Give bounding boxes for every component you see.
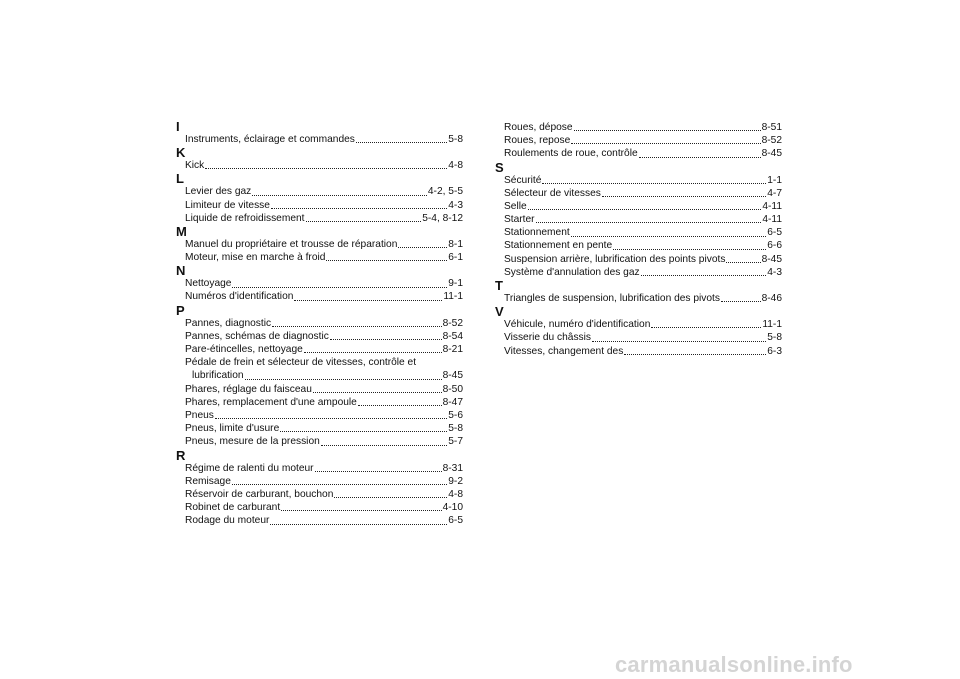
index-letter-heading: V [495,304,504,320]
index-entry-label: Instruments, éclairage et commandes [185,133,355,145]
index-entry-page: 8-47 [442,396,463,408]
index-entry-label: Stationnement [504,227,570,239]
dot-leader [721,301,761,302]
index-letter-heading: N [176,263,186,279]
dot-leader [205,168,447,169]
index-entry-label: Robinet de carburant [185,502,281,514]
index-entry [495,187,782,200]
index-letter-heading: L [176,171,184,187]
dot-leader [726,262,760,263]
index-entry-page: 5-7 [448,436,463,448]
index-entry-page: 5-6 [448,409,463,421]
index-entry [176,501,463,514]
index-entry [176,462,463,475]
index-entry-label: Régime de ralenti du moteur [185,462,314,474]
index-entry-label: Pannes, schémas de diagnostic [185,330,329,342]
index-letter-heading: M [176,223,187,239]
index-entry-page: 4-3 [767,266,782,278]
index-entry [176,159,463,172]
index-entry-page: 11-1 [443,291,463,303]
dot-leader [321,445,447,446]
index-entry [495,134,782,147]
index-entry-label: Stationnement en pente [504,240,613,252]
index-entry-page: 4-11 [762,200,782,212]
index-entry-page: 6-5 [448,515,463,527]
index-letter-heading: S [495,159,504,175]
dot-leader [252,195,427,196]
index-entry-label: Phares, remplacement d'une ampoule [185,396,357,408]
dot-leader [215,418,447,419]
index-entry-page: 4-7 [767,187,782,199]
dot-leader [272,326,442,327]
index-entry [176,199,463,212]
index-entry-page: 8-31 [442,462,463,474]
index-entry-label: Sécurité [504,174,542,186]
index-entry-page: 8-45 [761,148,782,160]
index-entry-label: Sélecteur de vitesses [504,187,601,199]
index-entry-page: 4-3 [448,199,463,211]
dot-leader [571,236,767,237]
index-entry-label: Pneus, limite d'usure [185,423,280,435]
dot-leader [358,405,442,406]
index-entry [176,488,463,501]
index-entry [176,369,463,382]
dot-leader [613,249,766,250]
dot-leader [270,524,447,525]
index-entry-label: Starter [504,214,535,226]
index-entry-page: 8-45 [442,370,463,382]
index-entry-label: Vitesses, changement des [504,345,624,357]
index-entry [176,396,463,409]
index-entry-label: Remisage [185,475,231,487]
index-entry-label: Nettoyage [185,278,232,290]
index-entry-label: Pneus, mesure de la pression [185,436,320,448]
index-entry-continuation: lubrification [192,370,244,382]
index-entry [495,226,782,239]
index-entry-label: Système d'annulation des gaz [504,266,640,278]
index-column-right [495,121,782,358]
index-letter-heading: R [176,447,186,463]
index-entry-label: Pneus [185,409,214,421]
index-entry-page: 6-1 [448,252,463,264]
dot-leader [330,339,442,340]
index-entry [495,174,782,187]
index-entry [495,147,782,160]
index-entry-label: Pédale de frein et sélecteur de vitesses, contrôle et [185,357,417,369]
index-entry [176,185,463,198]
index-entry [495,266,782,279]
dot-leader [294,300,442,301]
index-entry-page: 8-52 [442,317,463,329]
index-entry [495,331,782,344]
index-entry [176,514,463,527]
index-letter-heading: T [495,278,503,294]
index-entry-page: 4-11 [762,214,782,226]
index-entry-label: Roues, repose [504,135,571,147]
dot-leader [574,130,761,131]
index-entry-label: Véhicule, numéro d'identification [504,319,651,331]
index-entry-label: Pannes, diagnostic [185,317,272,329]
index-entry-page: 4-8 [448,160,463,172]
index-entry-page: 8-45 [761,253,782,265]
index-entry-label: Limiteur de vitesse [185,199,270,211]
index-column-left [176,120,463,528]
index-entry-page: 8-1 [448,238,463,250]
index-entry-page: 4-8 [448,488,463,500]
index-entry-page: 5-8 [767,332,782,344]
index-entry [495,253,782,266]
dot-leader [281,510,441,511]
dot-leader [602,196,766,197]
index-entry [176,291,463,304]
index-entry-label: Roues, dépose [504,121,573,133]
index-entry-label: Selle [504,200,527,212]
dot-leader [571,143,760,144]
index-entry-label: Triangles de suspension, lubrification des pivots [504,293,720,305]
dot-leader [651,327,761,328]
dot-leader [639,157,761,158]
index-entry-label: Kick [185,160,205,172]
index-entry [176,409,463,422]
dot-leader [306,221,422,222]
index-entry [176,343,463,356]
index-entry [495,213,782,226]
index-entry-label: Visserie du châssis [504,332,592,344]
index-entry-label: Phares, réglage du faisceau [185,383,312,395]
index-entry [176,277,463,290]
index-entry-page: 8-21 [442,344,463,356]
index-entry-page: 6-3 [767,345,782,357]
index-entry [176,133,463,146]
dot-leader [356,142,447,143]
index-entry-label: Liquide de refroidissement [185,212,305,224]
dot-leader [245,379,442,380]
dot-leader [542,183,766,184]
index-entry-page: 6-5 [767,227,782,239]
index-entry-label: Numéros d'identification [185,291,294,303]
index-entry-label: Levier des gaz [185,186,252,198]
dot-leader [624,354,766,355]
dot-leader [528,209,762,210]
index-entry [495,318,782,331]
index-entry [176,422,463,435]
index-entry [176,212,463,225]
index-entry-label: Réservoir de carburant, bouchon [185,488,334,500]
index-entry-label: Pare-étincelles, nettoyage [185,344,303,356]
index-letter-heading: P [176,302,185,318]
index-letter-heading: I [176,119,180,134]
index-entry [176,251,463,264]
dot-leader [232,484,447,485]
index-entry-page: 9-2 [448,475,463,487]
index-entry-page: 8-50 [442,383,463,395]
index-entry [176,435,463,448]
index-entry-label: Moteur, mise en marche à froid [185,252,326,264]
index-entry-page: 6-6 [767,240,782,252]
dot-leader [536,222,762,223]
index-entry-label: Roulements de roue, contrôle [504,148,638,160]
index-entry [176,475,463,488]
dot-leader [313,392,442,393]
dot-leader [641,275,767,276]
index-entry-label: Manuel du propriétaire et trousse de réparation [185,238,398,250]
index-entry [495,240,782,253]
index-entry-page: 9-1 [448,278,463,290]
dot-leader [271,208,447,209]
index-entry-label: Rodage du moteur [185,515,270,527]
index-entry [176,317,463,330]
index-entry-page: 4-10 [442,502,463,514]
index-entry-page: 5-8 [448,423,463,435]
dot-leader [334,497,447,498]
index-entry [495,292,782,305]
index-entry-page: 8-46 [761,293,782,305]
index-entry [495,345,782,358]
index-entry-page: 5-8 [448,133,463,145]
dot-leader [326,260,447,261]
index-entry-label: Suspension arrière, lubrification des points pivots [504,253,726,265]
watermark: carmanualsonline.info [615,652,853,677]
index-entry [495,121,782,134]
index-entry [176,383,463,396]
dot-leader [592,341,766,342]
index-entry-page: 8-52 [761,135,782,147]
index-letter-heading: K [176,145,186,161]
dot-leader [315,471,442,472]
index-entry-page: 8-54 [442,330,463,342]
index-entry-page: 5-4, 8-12 [422,212,463,224]
dot-leader [280,431,447,432]
index-entry-page: 11-1 [762,319,782,331]
dot-leader [304,352,442,353]
dot-leader [398,247,447,248]
index-entry-page: 4-2, 5-5 [427,186,463,198]
index-entry [495,200,782,213]
dot-leader [232,287,447,288]
index-entry [176,238,463,251]
index-entry-page: 8-51 [761,121,782,133]
index-entry [176,330,463,343]
index-entry-page: 1-1 [767,174,782,186]
